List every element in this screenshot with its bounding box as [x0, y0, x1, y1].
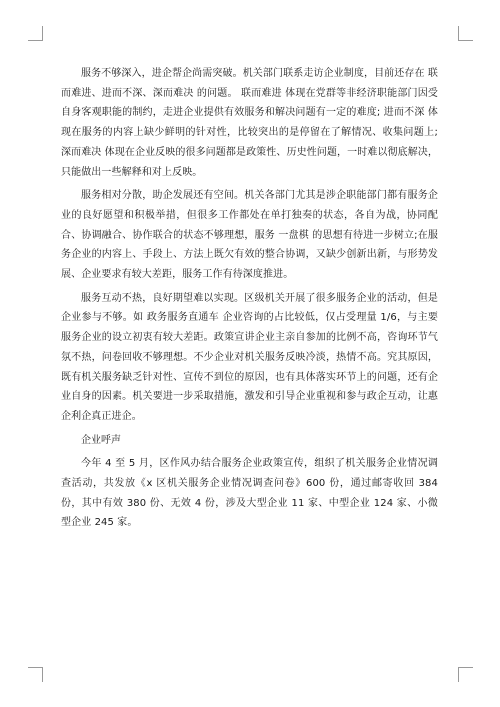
paragraph-service-scattered: 服务相对分散，助企发展还有空间。机关各部门尤其是涉企职能部门都有服务企业的良好愿望和积极举措，但很多工作都处在单打独奏的状态，各自为战，协同配合、协调融合、协作联合的状态不够理想，服务 一盘棋 的思想有待进一步树立;在服务企业的内容上、手段上、方法上既欠有效的整合协调，又缺少创新出新，与形势发展、企业要求有较大差距，服务工作有待深度推进。 [61, 190, 438, 281]
paragraph-survey: 今年 4 至 5 月，区作风办结合服务企业政策宣传，组织了机关服务企业情况调查活动，共发放《x 区机关服务企业情况调查问卷》600 份，通过邮寄收回 384 份，其中有效 380 份、无效 4 份，涉及大型企业 11 家、中型企业 124 家、小微型企业 245 家。 [61, 458, 438, 529]
crop-mark-top-left [28, 26, 43, 41]
paragraph-service-interaction: 服务互动不热，良好期望难以实现。区级机关开展了很多服务企业的活动，但是企业参与不够。如 政务服务直通车 企业咨询的占比较低，仅占受理量 1/6，与主要服务企业的设立初衷有较大差距。政策宣讲企业主亲自参加的比例不高，咨询环节气氛不热，问卷回收不够理想。不少企业对机关服务反映冷淡，热情不高。究其原因，既有机关服务缺乏针对性、宣传不到位的原因，也有具体落实环节上的问题，还有企业自身的因素。机关要进一步采取措施，激发和引导企业重视和参与政企互动，让惠企利企真正进企。 [61, 292, 438, 422]
crop-mark-bottom-right [458, 667, 473, 682]
section-heading: 企业呼声 [81, 434, 121, 446]
crop-mark-bottom-left [28, 667, 43, 682]
paragraph-service-depth: 服务不够深入，进企帮企尚需突破。机关部门联系走访企业制度，目前还存在 联而难进、进而不深、深而难决 的问题。 联而难进 体现在党群等非经济职能部门因受自身客观职能的制约，走进企业提供有效服务和解决问题有一定的难度; 进而不深 体现在服务的内容上缺少鲜明的针对性，比较突出的是停留在了解情况、收集问题上; 深而难决 体现在企业反映的很多问题都是政策性、历史性问题，一时难以彻底解决，只能做出一些解释和对上反映。 [61, 68, 438, 178]
crop-mark-top-right [458, 26, 473, 41]
document-body [61, 64, 438, 537]
